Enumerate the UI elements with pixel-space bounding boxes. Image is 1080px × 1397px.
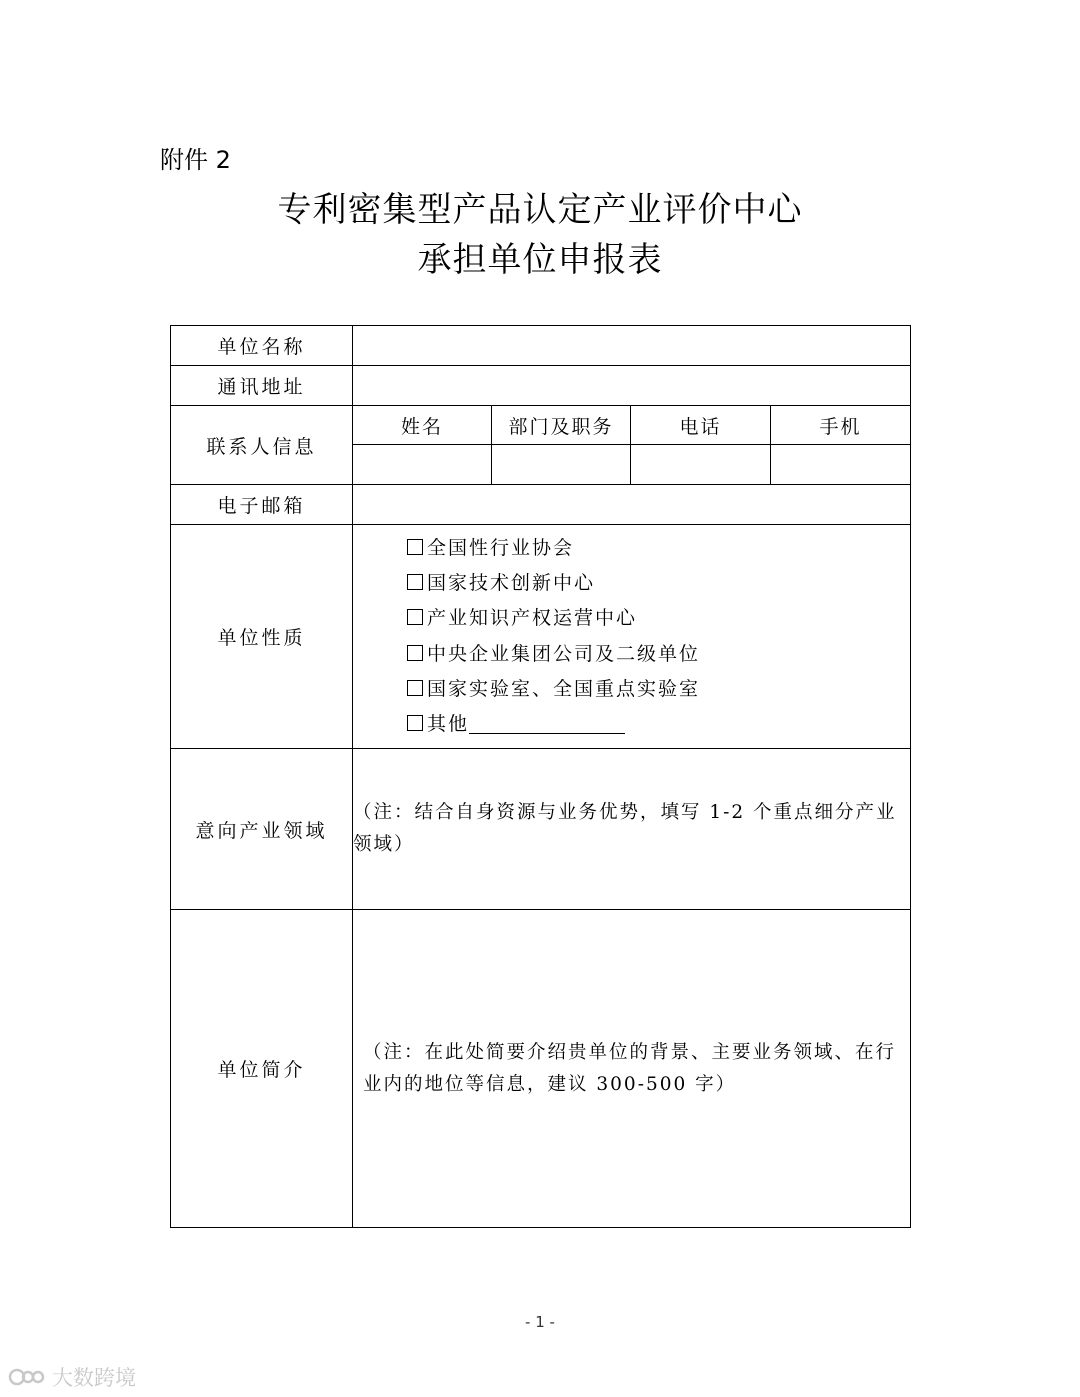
contact-phone-field[interactable] (631, 445, 771, 485)
contact-dept-header: 部门及职务 (492, 406, 631, 445)
document-subtitle: 承担单位申报表 (417, 240, 663, 280)
other-blank-line[interactable] (469, 711, 625, 734)
checkbox-icon[interactable] (407, 645, 423, 661)
checkbox-icon[interactable] (407, 539, 423, 555)
contact-mobile-header: 手机 (771, 406, 911, 445)
nature-option[interactable]: 中央企业集团公司及二级单位 (407, 637, 910, 672)
nature-options-cell (353, 525, 911, 749)
attachment-label: 附件 2 (160, 146, 231, 174)
checkbox-icon[interactable] (407, 680, 423, 696)
page-number: - 1 - (525, 1313, 555, 1331)
contact-phone-header: 电话 (631, 406, 771, 445)
nature-option[interactable]: 全国性行业协会 (407, 531, 910, 566)
contact-dept-field[interactable] (492, 445, 631, 485)
email-label: 电子邮箱 (171, 485, 353, 525)
unit-name-label: 单位名称 (171, 326, 353, 366)
application-form-table (170, 325, 911, 1228)
nature-option[interactable]: 国家实验室、全国重点实验室 (407, 672, 910, 707)
address-field[interactable] (353, 366, 911, 406)
checkbox-icon[interactable] (407, 574, 423, 590)
watermark-logo-icon (8, 1365, 46, 1389)
field-label: 意向产业领域 (171, 749, 353, 910)
intro-label: 单位简介 (171, 910, 353, 1228)
contact-label: 联系人信息 (171, 406, 353, 485)
unit-name-field[interactable] (353, 326, 911, 366)
nature-option[interactable]: 国家技术创新中心 (407, 566, 910, 601)
checkbox-icon[interactable] (407, 715, 423, 731)
intro-note[interactable]: （注：在此处简要介绍贵单位的背景、主要业务领域、在行业内的地位等信息，建议 300-500 字） (353, 910, 911, 1228)
watermark-text: 大数跨境 (52, 1366, 136, 1390)
checkbox-icon[interactable] (407, 609, 423, 625)
nature-option[interactable]: 产业知识产权运营中心 (407, 601, 910, 636)
watermark (8, 1362, 136, 1392)
nature-label: 单位性质 (171, 525, 353, 749)
contact-name-header: 姓名 (353, 406, 492, 445)
nature-option-other[interactable]: 其他 (407, 707, 910, 742)
contact-name-field[interactable] (353, 445, 492, 485)
contact-mobile-field[interactable] (771, 445, 911, 485)
document-title: 专利密集型产品认定产业评价中心 (277, 190, 803, 230)
address-label: 通讯地址 (171, 366, 353, 406)
email-field[interactable] (353, 485, 911, 525)
field-note[interactable]: （注：结合自身资源与业务优势，填写 1-2 个重点细分产业领域） (353, 749, 911, 910)
